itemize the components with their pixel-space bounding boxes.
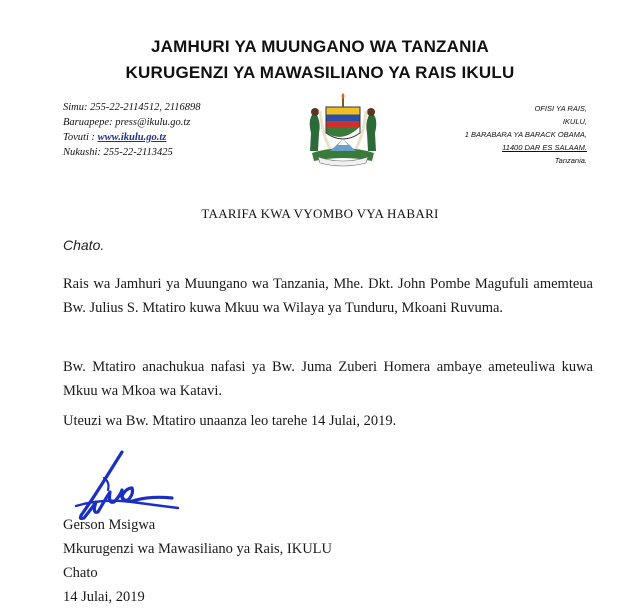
coat-of-arms-icon (302, 93, 384, 167)
website-link[interactable]: www.ikulu.go.tz (97, 132, 167, 143)
fax-line: Nukushi: 255-22-2113425 (63, 147, 173, 158)
website-label: Tovuti : (63, 132, 98, 143)
signatory-date: 14 Julai, 2019 (63, 589, 145, 605)
header-title-line1: JAMHURI YA MUUNGANO WA TANZANIA (150, 37, 489, 56)
body-paragraph-1: Rais wa Jamhuri ya Muungano wa Tanzania, Mhe. Dkt. John Pombe Magufuli amemteua Bw. Julius S. Mtatiro kuwa Mkuu wa Wilaya ya Tunduru, Mkoani Ruvuma. (63, 276, 593, 316)
dateline-place: Chato. (63, 237, 105, 253)
body-paragraph-2: Bw. Mtatiro anachukua nafasi ya Bw. Juma Zuberi Homera ambaye ameteuliwa kuwa Mkuu wa Mkoa wa Katavi. (63, 359, 593, 399)
contact-info-right (465, 102, 587, 167)
signatory-title: Mkurugenzi wa Mawasiliano ya Rais, IKULU (63, 541, 332, 557)
address-line2: IKULU, (562, 117, 587, 126)
body-paragraph-3: Uteuzi wa Bw. Mtatiro unaanza leo tarehe 14 Julai, 2019. (63, 413, 397, 429)
document-subject: TAARIFA KWA VYOMBO VYA HABARI (201, 206, 439, 221)
header-title-line2: KURUGENZI YA MAWASILIANO YA RAIS IKULU (125, 63, 515, 82)
contact-info-left (63, 100, 201, 160)
phone-line: Simu: 255-22-2114512, 2116898 (63, 102, 201, 113)
signatory-place: Chato (63, 565, 98, 581)
signature-block (63, 513, 332, 609)
address-line5: Tanzania. (554, 156, 587, 165)
address-line3: 1 BARABARA YA BARACK OBAMA, (464, 130, 587, 139)
website-line (63, 130, 201, 145)
email-line: Baruapepe: press@ikulu.go.tz (63, 117, 191, 128)
address-line1: OFISI YA RAIS, (534, 104, 587, 113)
address-line4: 11400 DAR ES SALAAM. (502, 143, 587, 152)
signatory-name: Gerson Msigwa (63, 517, 156, 533)
